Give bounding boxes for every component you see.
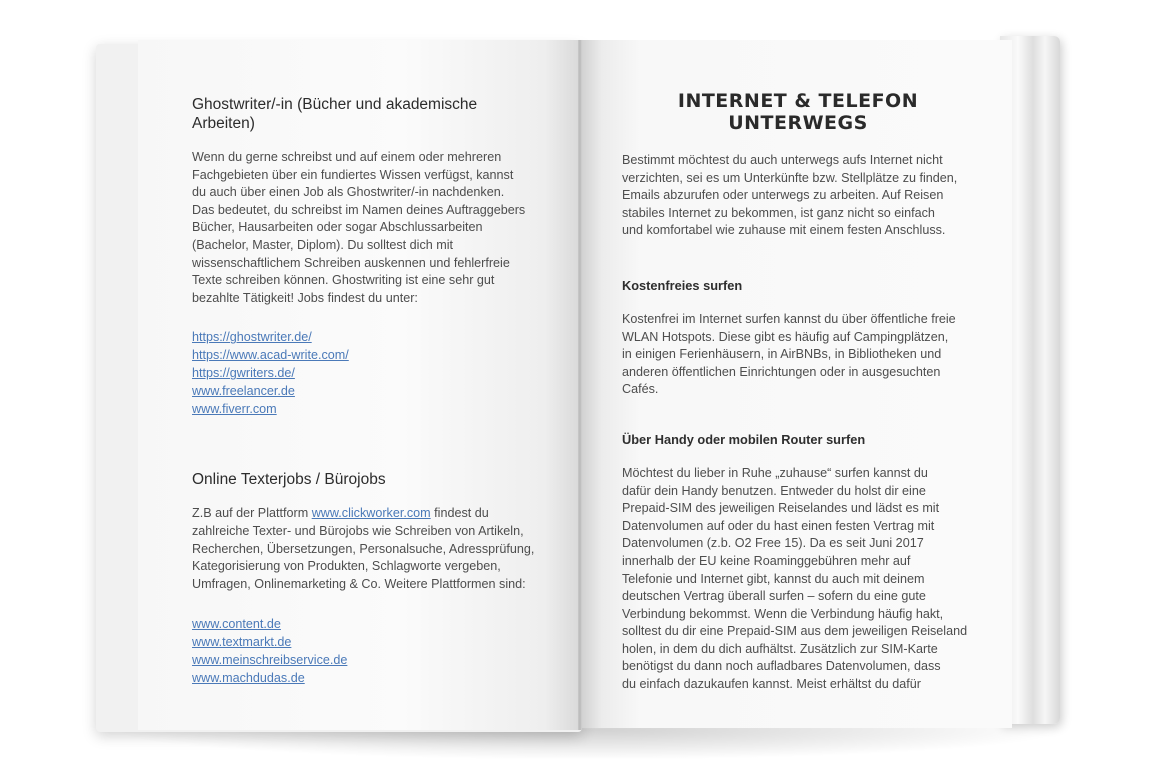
handy-router-paragraph	[622, 465, 974, 694]
kostenfreies-paragraph	[622, 311, 974, 399]
text-line: Möchtest du lieber in Ruhe „zuhause“ surfen kannst du	[622, 465, 928, 480]
handy-router-heading: Über Handy oder mobilen Router surfen	[622, 431, 866, 447]
link-gwriters[interactable]: https://gwriters.de/	[192, 366, 295, 381]
ghostwriter-heading: Ghostwriter/-in (Bücher und akademische Arbeiten)	[192, 96, 478, 132]
link-textmarkt[interactable]: www.textmarkt.de	[192, 635, 292, 650]
text-line: und komfortabel wie zuhause mit einem festen Anschluss.	[622, 223, 946, 238]
text-line: WLAN Hotspots. Diese gibt es häufig auf Campingplätzen,	[622, 329, 949, 344]
book-spine	[578, 40, 582, 730]
text-line: zahlreiche Texter- und Bürojobs wie Schreiben von Artikeln,	[192, 523, 524, 538]
text-line: du einfach dazukaufen kannst. Meist erhältst du dafür	[622, 677, 921, 692]
right-page-content	[622, 90, 974, 694]
texterjobs-paragraph	[192, 505, 564, 593]
ghostwriter-paragraph	[192, 149, 564, 307]
text-line: bezahlte Tätigkeit! Jobs findest du unter:	[192, 290, 418, 305]
text-line: Texte schreiben können. Ghostwriting ist eine sehr gut	[192, 273, 495, 288]
text-line: Datenvolumen auf oder du hast einen festen Vertrag mit	[622, 518, 935, 533]
intro-paragraph	[622, 152, 974, 240]
text-line: Recherchen, Übersetzungen, Personalsuche, Adressprüfung,	[192, 541, 535, 556]
link-meinschreibservice[interactable]: www.meinschreibservice.de	[192, 653, 348, 668]
text-line: innerhalb der EU keine Roaminggebühren mehr auf	[622, 553, 911, 568]
link-content[interactable]: www.content.de	[192, 617, 281, 632]
text-line: Umfragen, Onlinemarketing & Co. Weitere Plattformen sind:	[192, 576, 526, 591]
text-line: (Bachelor, Master, Diplom). Du solltest dich mit	[192, 237, 454, 252]
text-line: Cafés.	[622, 382, 659, 397]
text-line: Kategorisierung von Produkten, Schlagworte vergeben,	[192, 559, 501, 574]
text-line: Telefonie und Internet gibt, kannst du auch mit deinem	[622, 571, 925, 586]
text-line: wissenschaftlichem Schreiben auskennen und fehlerfreie	[192, 255, 510, 270]
text-line: solltest du dir eine Prepaid-SIM aus dem jeweiligen Reiseland	[622, 624, 968, 639]
text-line: Kostenfrei im Internet surfen kannst du über öffentliche freie	[622, 311, 956, 326]
link-ghostwriter[interactable]: https://ghostwriter.de/	[192, 330, 312, 345]
text-line: Das bedeutet, du schreibst im Namen deines Auftraggebers	[192, 202, 526, 217]
texterjobs-links	[192, 615, 564, 687]
texterjobs-heading: Online Texterjobs / Bürojobs	[192, 471, 386, 489]
text-line: in einigen Ferienhäusern, in AirBNBs, in Bibliotheken und	[622, 347, 942, 362]
text-fragment: findest du	[430, 506, 489, 521]
text-line: Bestimmt möchtest du auch unterwegs aufs Internet nicht	[622, 153, 943, 167]
left-page-content	[192, 95, 564, 687]
text-line: verzichten, sei es um Unterkünfte bzw. Stellplätze zu finden,	[622, 170, 958, 185]
text-line: benötigst du dann noch aufladbares Datenvolumen, dass	[622, 659, 941, 674]
kostenfreies-heading: Kostenfreies surfen	[622, 277, 743, 293]
link-fiverr[interactable]: www.fiverr.com	[192, 402, 277, 417]
text-line: Emails abzurufen oder unterwegs zu arbeiten. Auf Reisen	[622, 188, 944, 203]
chapter-title: INTERNET & TELEFON UNTERWEGS	[677, 90, 919, 134]
text-line: dafür dein Handy benutzen. Entweder du holst dir eine	[622, 483, 926, 498]
text-line: Wenn du gerne schreibst und auf einem oder mehreren	[192, 150, 502, 164]
link-acad-write[interactable]: https://www.acad-write.com/	[192, 348, 349, 363]
text-line: holen, in dem du dich aufhältst. Zusätzlich zur SIM-Karte	[622, 641, 938, 656]
text-line: deutschen Vertrag überall surfen – sofern du eine gute	[622, 589, 926, 604]
text-line: anderen öffentlichen Einrichtungen oder in ausgesuchten	[622, 364, 941, 379]
text-line: du auch über einen Job als Ghostwriter/-in nachdenken.	[192, 185, 505, 200]
link-machdudas[interactable]: www.machdudas.de	[192, 671, 305, 686]
link-freelancer[interactable]: www.freelancer.de	[192, 384, 295, 399]
text-fragment: Z.B auf der Plattform	[192, 506, 312, 521]
text-line: Prepaid-SIM des jeweiligen Reiselandes und lädst es mit	[622, 501, 940, 516]
text-line	[192, 505, 564, 523]
text-line: Fachgebieten über ein fundiertes Wissen verfügst, kannst	[192, 167, 514, 182]
text-line: Bücher, Hausarbeiten oder sogar Abschlussarbeiten	[192, 220, 483, 235]
text-line: Datenvolumen (z.b. O2 Free 15). Da es seit Juni 2017	[622, 536, 924, 551]
text-line: stabiles Internet zu bekommen, ist ganz nicht so einfach	[622, 205, 935, 220]
ghostwriter-links	[192, 328, 564, 418]
link-clickworker[interactable]: www.clickworker.com	[311, 506, 431, 521]
text-line: Verbindung bekommst. Wenn die Verbindung häufig hakt,	[622, 606, 944, 621]
